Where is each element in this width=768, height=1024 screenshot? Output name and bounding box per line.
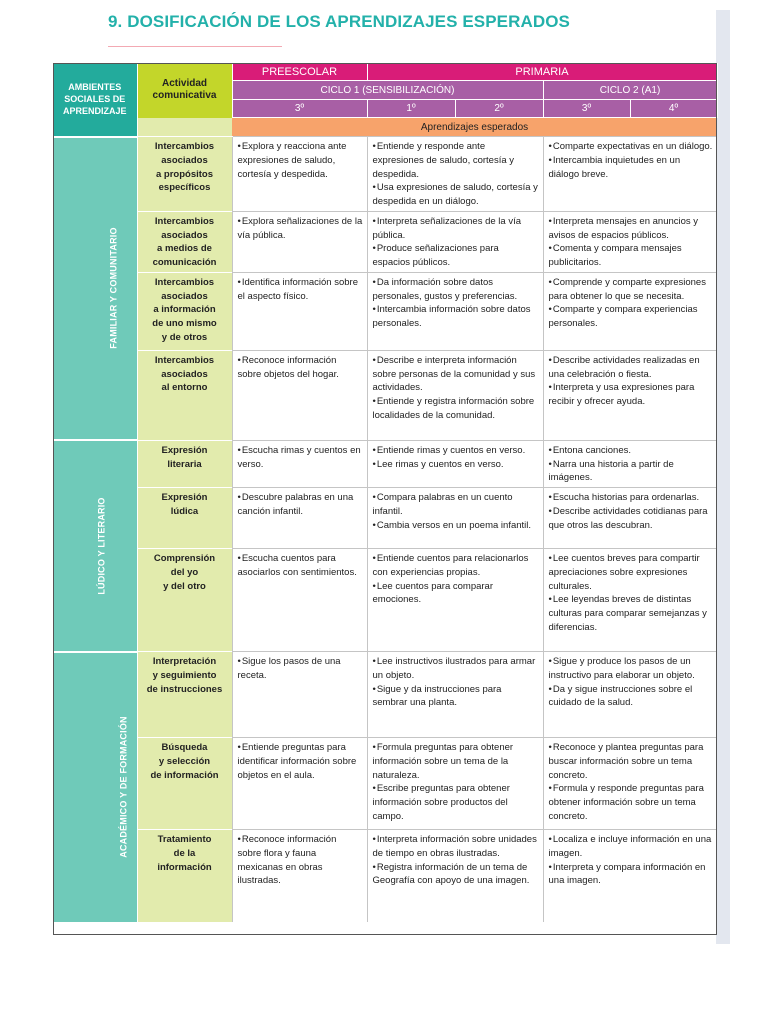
learning-item: • Da y sigue instrucciones sobre el cuidado de la salud.	[549, 683, 714, 711]
preescolar-cell	[232, 488, 367, 549]
learning-item: • Describe e interpreta información sobre personas de la comunidad y sus actividades.	[373, 354, 539, 395]
table-row	[53, 350, 717, 440]
learning-item: • Lee rimas y cuentos en verso.	[373, 458, 539, 472]
grade-header: 3º	[543, 100, 630, 118]
ciclo2-cell	[543, 738, 717, 830]
learning-item: • Registra información de un tema de Geografía con apoyo de una imagen.	[373, 861, 539, 889]
table-row	[53, 549, 717, 652]
learning-item: • Describe actividades realizadas en una celebración o fiesta.	[549, 354, 714, 382]
learning-item: • Describe actividades cotidianas para que otros las descubran.	[549, 505, 714, 533]
actividad-cell: Expresión literaria	[137, 440, 232, 487]
learning-item: • Narra una historia a partir de imágenes.	[549, 458, 714, 486]
learning-item: • Descubre palabras en una canción infantil.	[238, 491, 363, 519]
learning-item: • Interpreta y usa expresiones para recibir y ofrecer ayuda.	[549, 381, 714, 409]
ambiente-label-text: ACADÉMICO Y DE FORMACIÓN	[118, 716, 129, 858]
learning-item: • Sigue y da instrucciones para sembrar una planta.	[373, 683, 539, 711]
table-row	[53, 211, 717, 272]
ambiente-label	[53, 652, 137, 922]
ciclo1-cell	[367, 350, 543, 440]
preescolar-cell	[232, 440, 367, 487]
learning-item: • Intercambia información sobre datos personales.	[373, 303, 539, 331]
learning-item: • Reconoce información sobre objetos del hogar.	[238, 354, 363, 382]
ambiente-label	[53, 137, 137, 441]
learning-item: • Sigue y produce los pasos de un instructivo para elaborar un objeto.	[549, 655, 714, 683]
table-row	[53, 488, 717, 549]
ciclo2-cell	[543, 549, 717, 652]
title-underline	[108, 46, 282, 47]
ciclo1-cell	[367, 137, 543, 212]
header-ciclo1: CICLO 1 (SENSIBILIZACIÓN)	[232, 81, 543, 100]
ciclo2-cell	[543, 137, 717, 212]
ciclo1-cell	[367, 488, 543, 549]
learning-item: • Lee instructivos ilustrados para armar un objeto.	[373, 655, 539, 683]
learning-item: • Cambia versos en un poema infantil.	[373, 519, 539, 533]
learning-item: • Localiza e incluye información en una imagen.	[549, 833, 714, 861]
actividad-cell: Tratamiento de la información	[137, 830, 232, 922]
table-row	[53, 137, 717, 212]
learning-item: • Da información sobre datos personales, gustos y preferencias.	[373, 276, 539, 304]
learning-item: • Interpreta y compara información en una imagen.	[549, 861, 714, 889]
learning-item: • Interpreta información sobre unidades de tiempo en obras ilustradas.	[373, 833, 539, 861]
learning-item: • Identifica información sobre el aspecto físico.	[238, 276, 363, 304]
ambiente-label-text: LÚDICO Y LITERARIO	[96, 497, 107, 595]
preescolar-cell	[232, 350, 367, 440]
actividad-cell: Expresión lúdica	[137, 488, 232, 549]
grade-header: 1º	[367, 100, 455, 118]
ciclo2-cell	[543, 830, 717, 922]
ciclo2-cell	[543, 211, 717, 272]
ciclo2-cell	[543, 652, 717, 738]
learning-item: • Interpreta mensajes en anuncios y avisos de espacios públicos.	[549, 215, 714, 243]
header-ambientes: AMBIENTES SOCIALES DE APRENDIZAJE	[53, 63, 137, 137]
ciclo1-cell	[367, 440, 543, 487]
actividad-cell: Intercambios asociados al entorno	[137, 350, 232, 440]
page-title: 9. DOSIFICACIÓN DE LOS APRENDIZAJES ESPERADOS	[108, 12, 570, 31]
learning-item: • Entiende preguntas para identificar información sobre objetos en el aula.	[238, 741, 363, 782]
learning-item: • Comparte y compara experiencias personales.	[549, 303, 714, 331]
ciclo1-cell	[367, 549, 543, 652]
learning-item: • Sigue los pasos de una receta.	[238, 655, 363, 683]
header-aprendizajes: Aprendizajes esperados	[232, 118, 717, 137]
actividad-cell: Intercambios asociados a propósitos específicos	[137, 137, 232, 212]
learning-item: • Entona canciones.	[549, 444, 714, 458]
preescolar-cell	[232, 830, 367, 922]
ciclo2-cell	[543, 272, 717, 350]
header-preescolar: PREESCOLAR	[232, 63, 367, 81]
actividad-cell: Intercambios asociados a información de uno mismo y de otros	[137, 272, 232, 350]
learning-item: • Escucha historias para ordenarlas.	[549, 491, 714, 505]
table-row	[53, 830, 717, 922]
learning-item: • Reconoce y plantea preguntas para buscar información sobre un tema concreto.	[549, 741, 714, 782]
ciclo1-cell	[367, 830, 543, 922]
page-edge-strip	[716, 10, 730, 944]
learning-item: • Formula y responde preguntas para obtener información sobre un tema concreto.	[549, 782, 714, 823]
learning-item: • Interpreta señalizaciones de la vía pública.	[373, 215, 539, 243]
learning-item: • Intercambia inquietudes en un diálogo breve.	[549, 154, 714, 182]
learning-item: • Comparte expectativas en un diálogo.	[549, 140, 714, 154]
actividad-cell: Intercambios asociados a medios de comunicación	[137, 211, 232, 272]
learning-item: • Explora y reacciona ante expresiones de saludo, cortesía y despedida.	[238, 140, 363, 181]
learning-item: • Explora señalizaciones de la vía pública.	[238, 215, 363, 243]
preescolar-cell	[232, 549, 367, 652]
table-row	[53, 652, 717, 738]
ciclo2-cell	[543, 350, 717, 440]
preescolar-cell	[232, 137, 367, 212]
learning-item: • Produce señalizaciones para espacios públicos.	[373, 242, 539, 270]
table-row	[53, 440, 717, 487]
ambiente-label-text: FAMILIAR Y COMUNITARIO	[108, 227, 119, 350]
ambiente-label	[53, 440, 137, 651]
learning-item: • Lee leyendas breves de distintas culturas para comparar semejanzas y diferencias.	[549, 593, 714, 634]
learning-item: • Usa expresiones de saludo, cortesía y despedida en un diálogo.	[373, 181, 539, 209]
learning-item: • Escucha rimas y cuentos en verso.	[238, 444, 363, 472]
actividad-cell: Comprensión del yo y del otro	[137, 549, 232, 652]
learning-item: • Entiende y responde ante expresiones de saludo, cortesía y despedida.	[373, 140, 539, 181]
dosificacion-table	[53, 63, 718, 922]
learning-item: • Formula preguntas para obtener información sobre un tema de la naturaleza.	[373, 741, 539, 782]
learning-item: • Comprende y comparte expresiones para obtener lo que se necesita.	[549, 276, 714, 304]
learning-item: • Escribe preguntas para obtener información sobre productos del campo.	[373, 782, 539, 823]
actividad-cell: Interpretación y seguimiento de instrucciones	[137, 652, 232, 738]
learning-item: • Comenta y compara mensajes publicitarios.	[549, 242, 714, 270]
learning-item: • Entiende cuentos para relacionarlos con experiencias propias.	[373, 552, 539, 580]
grade-header: 2º	[455, 100, 543, 118]
ciclo2-cell	[543, 488, 717, 549]
ciclo1-cell	[367, 211, 543, 272]
grade-header: 4º	[630, 100, 717, 118]
ciclo2-cell	[543, 440, 717, 487]
header-actividad-spacer	[137, 118, 232, 137]
header-actividad: Actividad comunicativa	[137, 63, 232, 118]
learning-item: • Entiende rimas y cuentos en verso.	[373, 444, 539, 458]
preescolar-cell	[232, 738, 367, 830]
learning-item: • Lee cuentos para comparar emociones.	[373, 580, 539, 608]
learning-item: • Entiende y registra información sobre localidades de la comunidad.	[373, 395, 539, 423]
header-primaria: PRIMARIA	[367, 63, 717, 81]
ciclo1-cell	[367, 652, 543, 738]
header-ciclo2: CICLO 2 (A1)	[543, 81, 717, 100]
learning-item: • Lee cuentos breves para compartir apreciaciones sobre expresiones culturales.	[549, 552, 714, 593]
preescolar-cell	[232, 272, 367, 350]
table-row	[53, 272, 717, 350]
learning-item: • Compara palabras en un cuento infantil.	[373, 491, 539, 519]
table-row	[53, 738, 717, 830]
learning-item: • Reconoce información sobre flora y fauna mexicanas en obras ilustradas.	[238, 833, 363, 888]
preescolar-cell	[232, 652, 367, 738]
ciclo1-cell	[367, 272, 543, 350]
preescolar-cell	[232, 211, 367, 272]
ciclo1-cell	[367, 738, 543, 830]
learning-item: • Escucha cuentos para asociarlos con sentimientos.	[238, 552, 363, 580]
grade-header: 3º	[232, 100, 367, 118]
actividad-cell: Búsqueda y selección de información	[137, 738, 232, 830]
